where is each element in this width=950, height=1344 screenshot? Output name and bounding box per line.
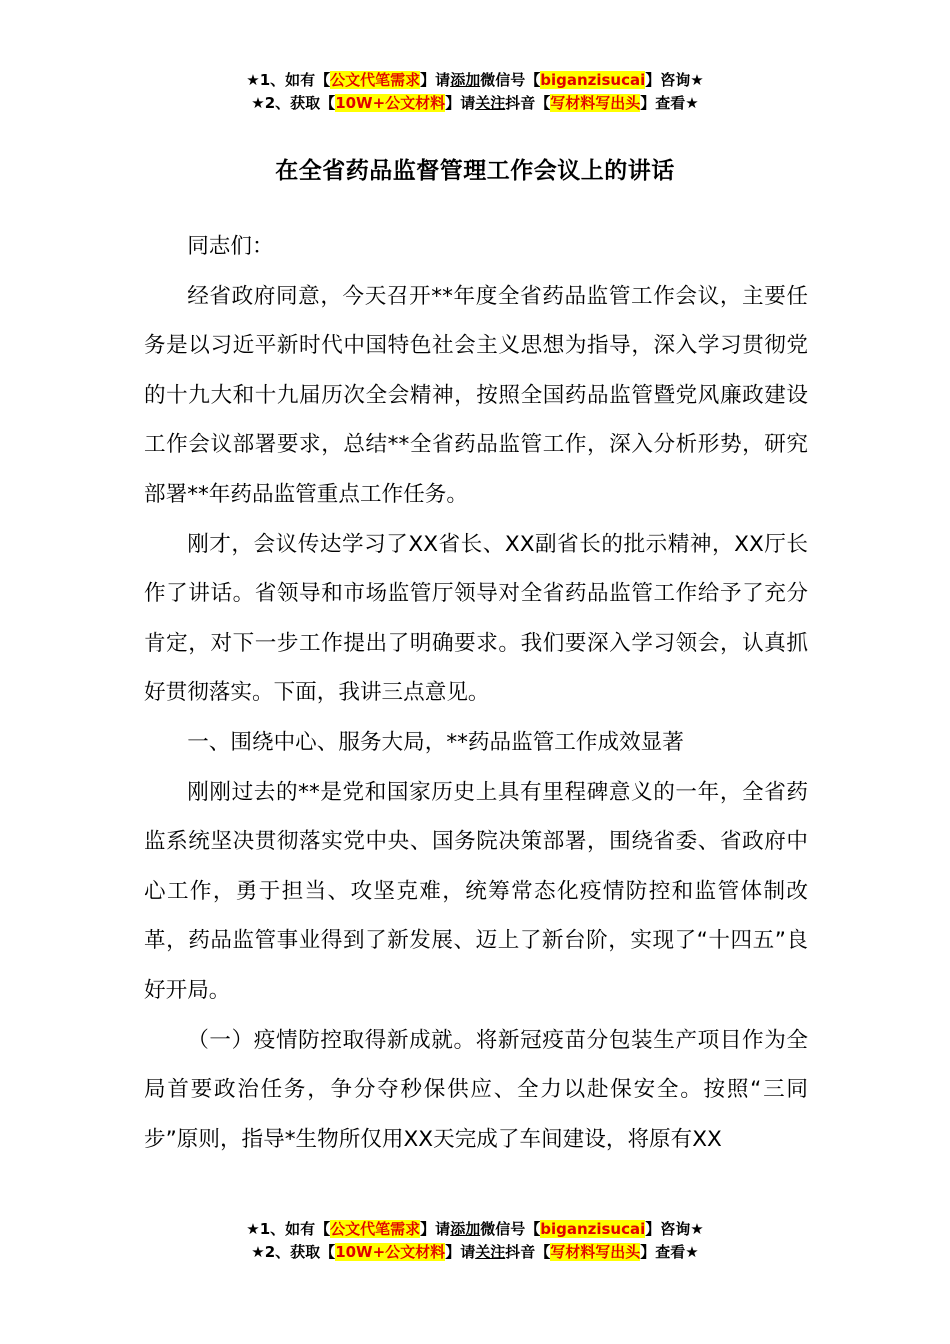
banner-text: ★1、如有【: [246, 1220, 331, 1238]
banner-text: 微信号【: [480, 71, 541, 89]
highlight-materials: 10W+公文材料: [335, 94, 446, 112]
banner-line-2: [0, 1241, 950, 1264]
banner-text: 】请: [420, 71, 451, 89]
paragraph: 刚刚过去的**是党和国家历史上具有里程碑意义的一年，全省药监系统坚决贯彻落实党中央、国务院决策部署，围绕省委、省政府中心工作，勇于担当、攻坚克难，统筹常态化疫情防控和监管体制改革，药品监管事业得到了新发展、迈上了新台阶，实现了“十四五”良好开局。: [144, 779, 808, 1003]
banner-text: ★2、获取【: [251, 94, 336, 112]
paragraph: （一）疫情防控取得新成就。将新冠疫苗分包装生产项目作为全局首要政治任务，争分夺秒保供应、全力以赴保安全。按照“三同步”原则，指导*生物所仅用XX天完成了车间建设，将原有XX: [144, 1027, 808, 1152]
highlight-wechat-id: biganzisucai: [540, 1220, 646, 1238]
banner-line-1: [0, 1218, 950, 1241]
banner-text: 】查看★: [640, 1243, 699, 1261]
banner-text: 】请: [445, 1243, 476, 1261]
greeting: 同志们：: [187, 234, 274, 259]
header-banner: [0, 69, 950, 115]
banner-text: 】请: [420, 1220, 451, 1238]
banner-text: 】查看★: [640, 94, 699, 112]
banner-text: 微信号【: [480, 1220, 541, 1238]
highlight-service: 公文代笔需求: [330, 71, 421, 89]
banner-text: 】咨询★: [645, 1220, 704, 1238]
document-title: 在全省药品监督管理工作会议上的讲话: [275, 158, 675, 184]
underlined-text: 关注: [475, 94, 506, 112]
document-body: [144, 222, 808, 1164]
underlined-text: 添加: [450, 71, 481, 89]
banner-line-2: [0, 92, 950, 115]
highlight-materials: 10W+公文材料: [335, 1243, 446, 1261]
banner-text: 】请: [445, 94, 476, 112]
banner-text: ★2、获取【: [251, 1243, 336, 1261]
highlight-wechat-id: biganzisucai: [540, 71, 646, 89]
highlight-douyin-id: 写材料写出头: [550, 94, 641, 112]
highlight-service: 公文代笔需求: [330, 1220, 421, 1238]
banner-text: 抖音【: [505, 94, 551, 112]
paragraph: 刚才，会议传达学习了XX省长、XX副省长的批示精神，XX厅长作了讲话。省领导和市场监管厅领导对全省药品监管工作给予了充分肯定，对下一步工作提出了明确要求。我们要深入学习领会，认真抓好贯彻落实。下面，我讲三点意见。: [144, 531, 808, 706]
footer-banner: [0, 1218, 950, 1264]
section-heading: 一、围绕中心、服务大局，**药品监管工作成效显著: [187, 729, 684, 755]
underlined-text: 添加: [450, 1220, 481, 1238]
banner-text: 】咨询★: [645, 71, 704, 89]
underlined-text: 关注: [475, 1243, 506, 1261]
banner-text: 抖音【: [505, 1243, 551, 1261]
banner-line-1: [0, 69, 950, 92]
banner-text: ★1、如有【: [246, 71, 331, 89]
highlight-douyin-id: 写材料写出头: [550, 1243, 641, 1261]
paragraph: 经省政府同意，今天召开**年度全省药品监管工作会议，主要任务是以习近平新时代中国特色社会主义思想为指导，深入学习贯彻党的十九大和十九届历次全会精神，按照全国药品监管暨党风廉政建设工作会议部署要求，总结**全省药品监管工作，深入分析形势，研究部署**年药品监管重点工作任务。: [144, 283, 808, 507]
